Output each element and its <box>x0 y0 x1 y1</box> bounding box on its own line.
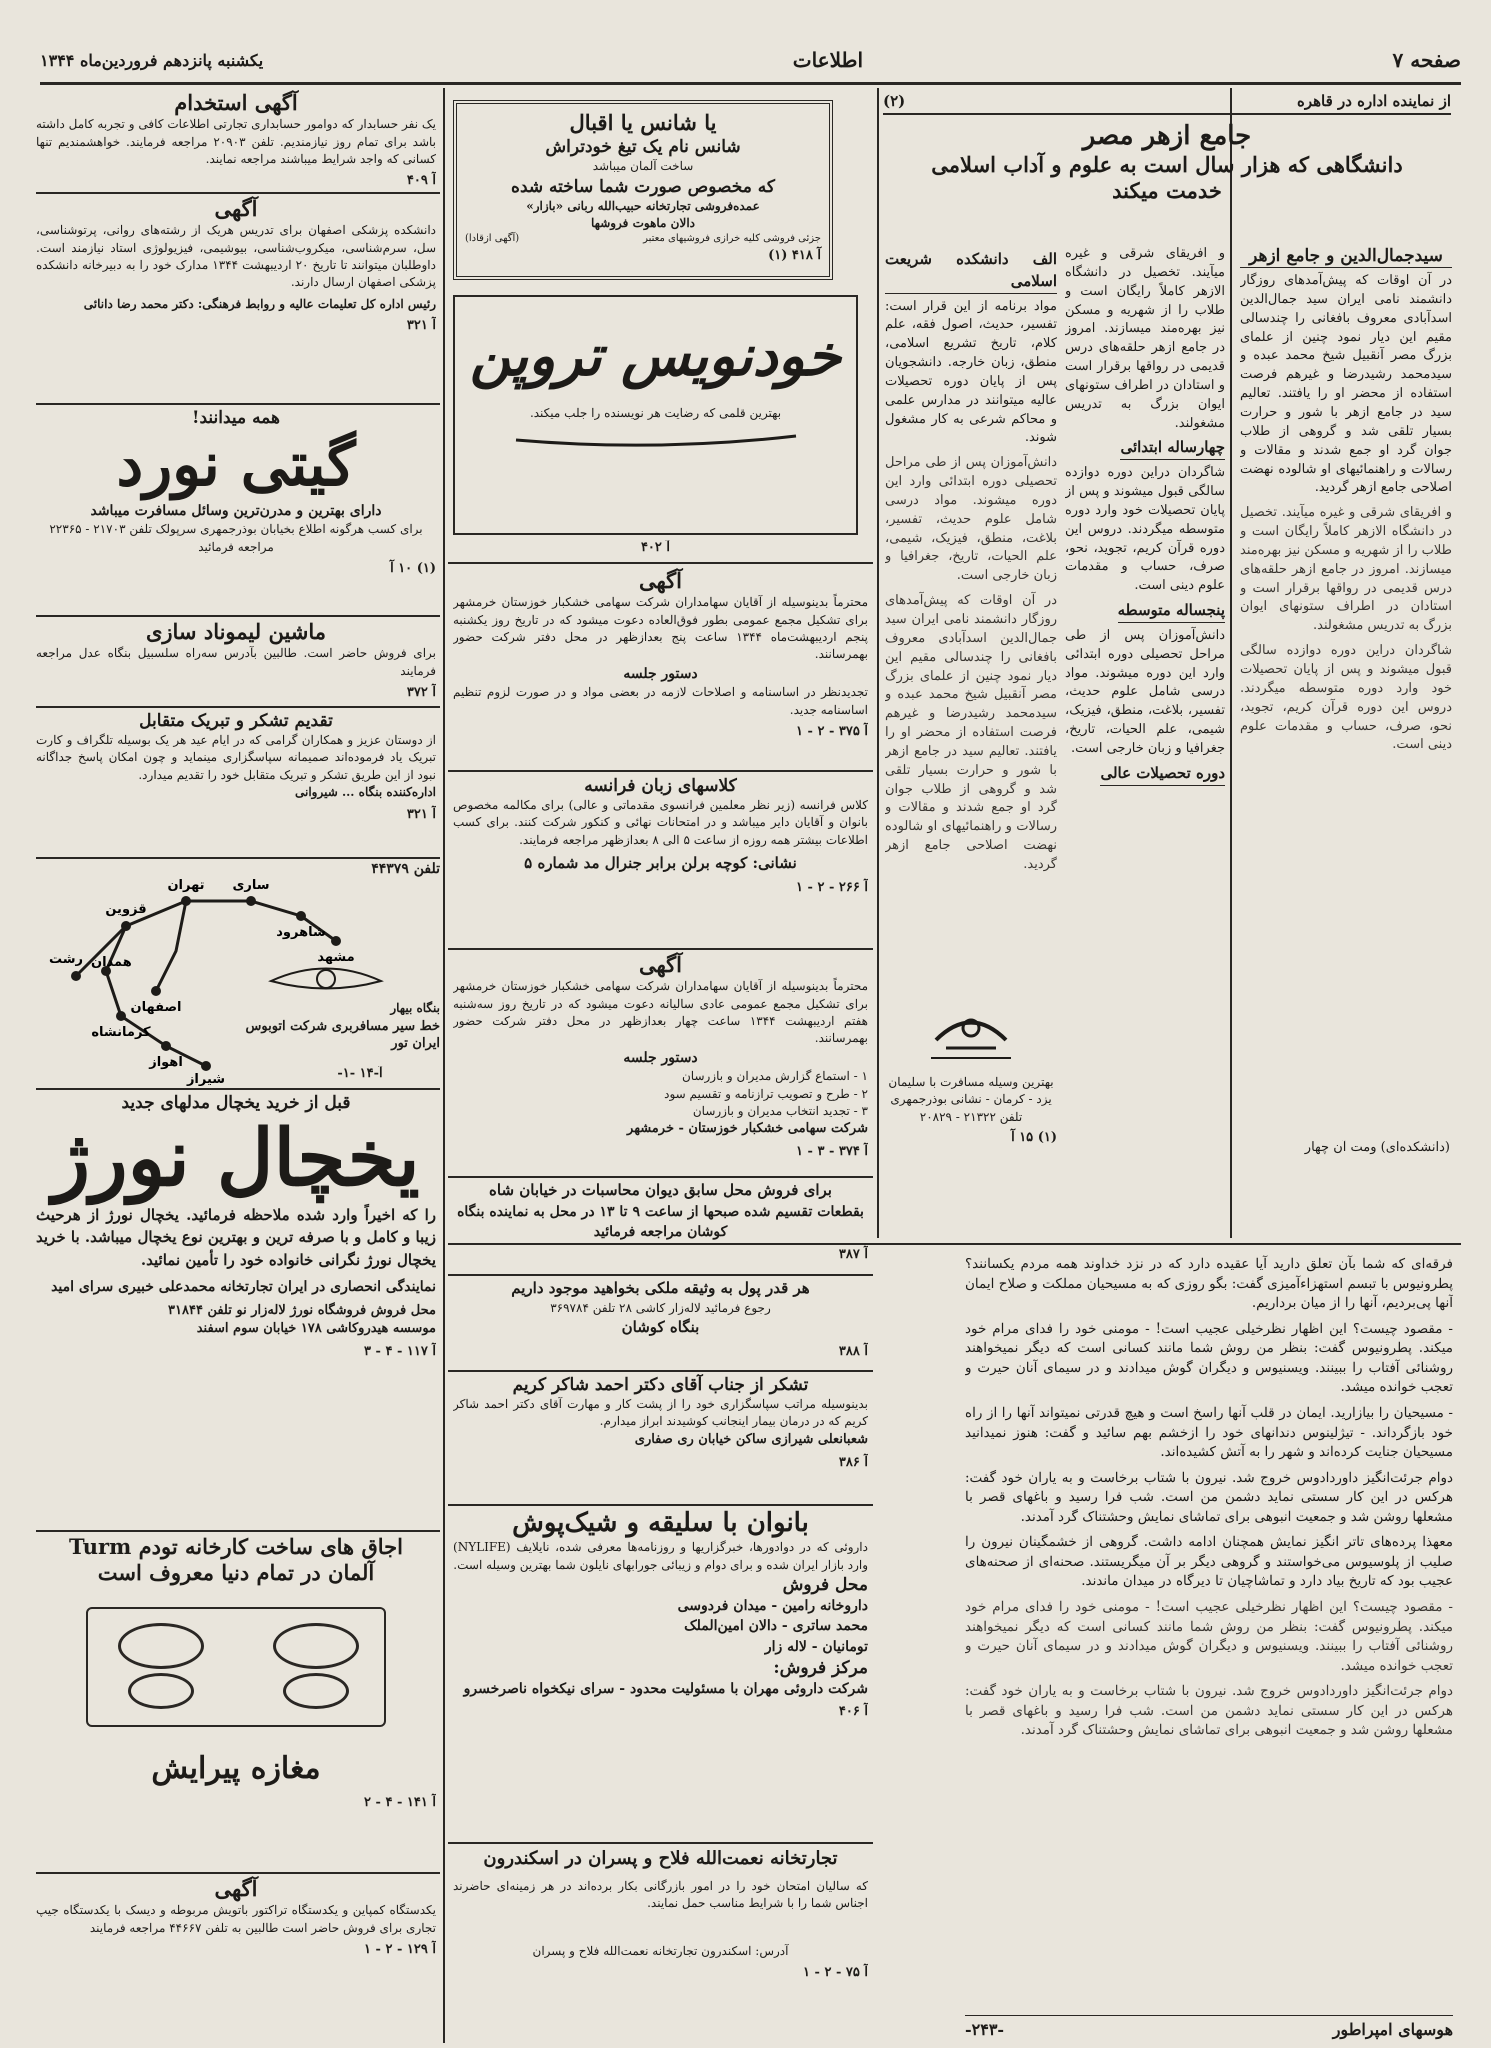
employment-ad-body: یک نفر حسابدار که دوامور حسابداری تجارتی اطلاعات کافی و تجربه کامل داشته باشد برای تمام روز نیازمندیم. تلفن ۲۰۹۰۳ مراجعه فرمایند. خواهشمندیم تنها کسانی که واجد شرایط میباشند مراجعه نمایند. <box>36 117 436 167</box>
thanks-ad <box>36 710 436 855</box>
ad-code: آ ۳۸۷ <box>838 1247 868 1263</box>
map-city-label: کرمانشاه <box>91 1025 151 1040</box>
stove-store: مغازه پیرایش <box>151 1750 321 1786</box>
article-paragraph: شاگردان دراین دوره دوازده سالگی قبول میشوند و پس از پایان تحصیلات خود وارد دوره متوسطه میگردند. دروس این دوره قرآن کریم، تجوید، نحو، صرف، حساب و مقدمات علوم دینی است. <box>1240 643 1452 753</box>
machinery-sale-ad <box>36 1876 436 2041</box>
ad-code: آ ۱۴۱ - ۴ - ۲ <box>364 1795 436 1810</box>
header-rule <box>40 82 1461 85</box>
loan-ad-agency: بنگاه کوشان <box>621 1318 700 1337</box>
property-sale-ad <box>453 1180 868 1275</box>
razor-ad-line: جزئی فروشی کلیه خرازی فروشیهای معتبر <box>643 232 821 244</box>
notice-title: آگهی <box>638 568 682 593</box>
ad-code: آ ۴۰۲ <box>640 540 671 555</box>
razor-ad-title: یا شانس یا اقبال <box>569 110 717 135</box>
ad-divider <box>36 1530 440 1532</box>
issue-date: یکشنبه پانزدهم فروردین‌ماه ۱۳۴۴ <box>40 50 264 70</box>
thanks-sign: اداره‌کننده بنگاه ... شیروانی <box>295 785 436 800</box>
article-subtitle: دانشگاهی که هزار سال است به علوم و آداب اسلامی خدمت میکند <box>931 152 1403 204</box>
isfahan-ad-body: دانشکده پزشکی اصفهان برای تدریس هریک از رشته‌های روانی، پرتوشناسی، سل، سرم‌شناسی، میکروب‌شناسی، بیوشیمی، فیزیولوژی استاد نیازمند است. داوطلبان میتوانند تا تاریخ ۲۰ اردیبهشت ۱۳۴۴ مدارک خود را به دبیرخانه دانشکده پزشکی اصفهان ارسال دارند. <box>36 223 436 290</box>
side-title: سیدجمال‌الدین و جامع ازهر <box>1240 245 1452 268</box>
sales-point: تومانیان - لاله زار <box>764 1638 868 1655</box>
article-paragraph: در آن اوقات که پیش‌آمدهای روزگار دانشمند نامی ایران سید جمال‌الدین اسدآبادی معروف بافغانی را چندسالی مقیم این دیار نمود چنین از علمای بزرگ مصر آنقبیل شیخ محمد عبده و سیدمحمد رشیدرضا و غیرهم فرصت استفاده از محضر او را یافتند. تعالیم سید در جامع ازهر با شور و حرارت بسیار تلقی شد و گروهی از طلاب جوان گرد او جمع شدند و مقالات و رسالات و راهنمائیهای او شالوده نهضت اصلاحی جامع ازهر گردید. <box>1240 273 1452 496</box>
route-phone: تلفن ۴۴۳۷۹ <box>371 861 440 877</box>
ad-divider <box>36 1872 440 1874</box>
agenda-item: ۳ - تجدید انتخاب مدیران و بازرسان <box>692 1103 868 1118</box>
nylife-ad-body: داروئی که در دوادورها، خبرگزاریها و روزنامه‌ها معرفی شده، نایلایف (NYLIFE) وارد بازار ایران شده و برای دوام و زیبائی جورابهای نایلون شما بهترین وسیله است. <box>453 1540 868 1572</box>
fridge-store2: موسسه هیدروکاشی ۱۷۸ خیابان سوم اسفند <box>196 1321 436 1337</box>
ad-code: آ ۴۰۶ <box>838 1704 868 1720</box>
story-paragraph: دوام جرئت‌انگیز داوردادوس خروج شد. نیرون با شتاب برخاست و به یاران خود گفت: هرکس در این کار سستی نماید دشمن من است. شب فرا رسید و باغهای قصر با مشعلها روشن شد و جمعیت انبوهی برای تماشای نمایش وحشتناک گرد آمدند. <box>965 1469 1453 1525</box>
fridge-body: را که اخیراً وارد شده ملاحظه فرمائید. یخچال نورژ از هرحیث زیبا و کامل و با صرفه ترین و بهترین نوع یخچال میباشد. با خرید یخچال نورژ نگرانی خانواده خود را تأمین نمائید. <box>36 1205 436 1269</box>
center-address: شرکت داروئی مهران با مسئولیت محدود - سرای نیکخواه ناصرخسرو <box>463 1681 868 1698</box>
article-paragraph: دانش‌آموزان پس از طی مراحل تحصیلی دوره ابتدائی وارد این دوره میشوند. مواد درسی شامل علوم حدیث، تفسیر، بلاغت، منطق، فیزیک، شیمی، علم الحیات، تاریخ، جغرافیا و زبان خارجی است. <box>885 455 1057 584</box>
ad-code: آ ۳۷۵ - ۲ - ۱ <box>796 723 868 739</box>
stove-ad-subtitle: آلمان در تمام دنیا معروف است <box>97 1560 375 1586</box>
employment-ad <box>36 90 436 190</box>
giti-navard-ad <box>36 407 436 612</box>
azhar-column-right <box>1240 245 1452 1235</box>
notice-sign: شرکت سهامی خشکبار خوزستان - خرمشهر <box>627 1121 868 1137</box>
ad-code: آ ۴۰۹ <box>406 173 436 189</box>
article-paragraph: مواد برنامه از این قرار است: تفسیر، حدیث، اصول فقه، علم کلام، تاریخ تشریع اسلامی، منطق، زبان خارجه. دانشجویان پس از پایان دوره تحصیلات عالیه میتوانند در مدارس علمی و محاکم شرعی به کار مشغول شوند. <box>885 298 1057 446</box>
article-paragraph: در آن اوقات که پیش‌آمدهای روزگار دانشمند نامی ایران سید جمال‌الدین اسدآبادی معروف بافغانی را چندسالی مقیم این دیار نمود چنین از علمای بزرگ مصر آنقبیل شیخ محمد عبده و سیدمحمد رشیدرضا و غیرهم فرصت استفاده از محضر او را یافتند. تعالیم سید در جامع ازهر با شور و حرارت بسیار تلقی شد و گروهی از طلاب جوان گرد او جمع شدند و مقالات و رسالات و راهنمائیهای او شالوده نهضت اصلاحی جامع ازهر گردید. <box>885 593 1057 872</box>
razor-ad-line: دالان ماهوت فروشها <box>591 216 695 231</box>
map-city-label: همدان <box>91 955 132 970</box>
ad-divider <box>448 1842 873 1844</box>
sales-point: محمد ساتری - دالان امین‌الملک <box>684 1618 868 1635</box>
article-paragraph: و افریقای شرقی و غیره میآیند. تخصیل در دانشگاه الازهر کاملاً رایگان است و طلاب را از شهریه و مسکن نیز بهره‌مند میسازند. امروز در جامع ازهر حلقه‌های درس قدیمی در رواقها برقرار است و استادان در اطراف ستونهای ایوان بزرگ به تدریس مشغولند. <box>1240 505 1452 634</box>
french-ad-address: نشانی: کوچه برلن برابر جنرال مد شماره ۵ <box>524 854 797 873</box>
map-city-label: قزوین <box>105 902 147 917</box>
map-city-label: مشهد <box>317 950 355 965</box>
ad-divider <box>448 1274 873 1276</box>
route-company: بنگاه بیهار <box>390 1001 440 1015</box>
masthead: اطلاعات <box>792 48 864 72</box>
story-footer <box>965 2015 1453 2043</box>
notice-body: محترماً بدینوسیله از آقایان سهامداران شرکت سهامی خشکبار خوزستان خرمشهر برای تشکیل مجمع عمومی بطور فوق‌العاده دعوت میشود که در تاریخ روز یکشنبه پنجم اردیبهشت‌ماه ۱۳۴۴ ساعت پنج بعدازظهر در محل دفتر شرکت حضور بهمرسانند. <box>453 595 868 662</box>
employment-ad-title: آگهی استخدام <box>174 90 298 115</box>
ad-code: آ ۲۶۶ - ۲ - ۱ <box>796 880 868 896</box>
ad-note: (آگهی ازقادا) <box>465 232 520 244</box>
french-ad-title: کلاسهای زبان فرانسه <box>584 776 737 796</box>
ad-code: آ ۳۲۱ <box>406 318 436 334</box>
notice-body: محترماً بدینوسیله از آقایان سهامداران شرکت سهامی خشکبار خوزستان خرمشهر برای تشکیل مجمع عمومی عادی سالیانه دعوت میشود که در تاریخ روز سه‌شنبه هفتم اردیبهشت ۱۳۴۴ ساعت چهار بعدازظهر در محل دفتر شرکت حضور بهمرسانند. <box>453 979 868 1046</box>
page-label: صفحه ۷ <box>1392 48 1461 72</box>
razor-ad-line: عمده‌فروشی تجارتخانه حبیب‌الله ربانی «بازار» <box>526 198 760 213</box>
fridge-brand: یخچال نورژ <box>52 1113 420 1205</box>
map-city-label: اهواز <box>149 1055 183 1070</box>
ad-code: آ ۳۷۴ - ۳ - ۱ <box>796 1144 868 1160</box>
stove-ad-title: اجاق های ساخت کارخانه تودم Turm <box>69 1534 403 1559</box>
ad-code: آ ۳۷۲ <box>406 685 436 701</box>
giti-line: دارای بهترین و مدرن‌ترین وسائل مسافرت میباشد <box>90 503 382 520</box>
lemonade-machine-ad <box>36 619 436 704</box>
agenda-text: تجدیدنظر در اساسنامه و اصلاحات لازمه در بعضی مواد و در صورت لزوم تنظیم اساسنامه جدید. <box>453 685 868 717</box>
bus-logo-icon <box>926 1000 1016 1070</box>
article-paragraph: دانش‌آموزان پس از طی مراحل تحصیلی دوره ابتدائی وارد این دوره میشوند. مواد درسی شامل علوم حدیث، تفسیر، بلاغت، منطق، فیزیک، شیمی، علم الحیات، تاریخ، جغرافیا و زبان خارجی است. <box>1065 627 1225 756</box>
column-rule <box>877 88 879 1238</box>
stove-ad <box>36 1534 436 1869</box>
page-header <box>40 42 1461 78</box>
article-part: (۲) <box>883 92 906 110</box>
ad-code: آ ۳۸۸ <box>838 1343 868 1359</box>
falah-ad-body: که سالیان امتحان خود را در امور بازرگانی بکار برده‌اند در هر زمینه‌ای حاضرند اجناس شما را با شرایط مناسب حمل نمایند. <box>453 1879 868 1911</box>
falah-ad-title: تجارتخانه نعمت‌الله فلاح و پسران در اسکندرون <box>483 1848 838 1869</box>
map-city-label: رشت <box>48 952 84 967</box>
thanks-body: از دوستان عزیز و همکاران گرامی که در ایام عید هر یک بوسیله تلگراف و کارت تبریک یاد فرموده‌اند صمیمانه سپاسگزاری مینماید و چون امکان پاسخ جداگانه نبود از این طریق تشکر و تبریک متقابل خود را تقدیم میدارد. <box>36 733 436 782</box>
section-heading: پنجساله متوسطه <box>1118 600 1225 623</box>
bus-route-ad <box>36 861 440 1086</box>
french-ad-body: کلاس فرانسه (زیر نظر معلمین فرانسوی مقدماتی و عالی) برای مکالمه مخصوص بانوان و آقایان دایر میباشد و در امتحانات نهائی و کنکور شرکت کنند. برای کسب اطلاعات بیشتر همه روزه از ساعت ۵ الی ۸ بعدازظهر مراجعه فرمایند. <box>453 798 868 847</box>
story-title: هوسهای امپراطور <box>1332 2020 1453 2039</box>
route-slogan: خط سیر مسافربری شرکت اتوبوس ایران تور <box>245 1019 440 1051</box>
agenda-title: دستور جلسه <box>623 665 698 682</box>
ad-code: (۱) ۱۵ آ <box>1011 1130 1057 1146</box>
shareholders-notice-1 <box>453 568 868 768</box>
ad-divider <box>36 857 440 859</box>
azhar-column-middle <box>1065 245 1225 1235</box>
razor-ad <box>453 100 833 280</box>
french-classes-ad <box>453 775 868 950</box>
article-title: جامع ازهر مصر <box>1082 121 1252 151</box>
machinery-ad-title: آگهی <box>214 1876 258 1901</box>
sales-title: محل فروش <box>782 1574 868 1595</box>
pen-ad-text: بهترین قلمی که رضایت هر نویسنده را جلب میکند. <box>529 406 782 420</box>
sales-point: داروخانه رامین - میدان فردوسی <box>677 1598 868 1615</box>
ad-code: آ ۱۱۷ - ۴ - ۳ <box>364 1344 436 1360</box>
razor-ad-line: شانس نام یک تیغ خودتراش <box>545 137 741 158</box>
loan-ad-title: هر قدر پول به وثیقه ملکی بخواهید موجود داریم <box>511 1279 810 1297</box>
machinery-ad-body: یکدستگاه کمپاین و یکدستگاه تراکتور باتویش مربوطه و دیسک با یکدستگاه جیپ تجاری برای فروش حاضر است طالبین به تلفن ۴۴۶۶۷ مراجعه فرمایند <box>36 1903 436 1935</box>
agenda-title: دستور جلسه <box>623 1049 698 1066</box>
travel-ad-text: بهترین وسیله مسافرت با سلیمان یزد - کرمان - نشانی بوذرجمهری تلفن ۲۱۳۲۲ - ۲۰۸۲۹ <box>888 1075 1054 1124</box>
ad-divider <box>36 192 440 194</box>
loan-ad-body: رجوع فرمائید لاله‌زار کاشی ۲۸ تلفن ۳۶۹۷۸۴ <box>550 1300 771 1315</box>
story-paragraph: دوام جرئت‌انگیز داوردادوس خروج شد. نیرون با شتاب برخاست و به یاران خود گفت: هرکس در این کار سستی نماید دشمن من است. شب فرا رسید و باغهای قصر با مشعلها روشن شد و جمعیت انبوهی برای تماشای نمایش وحشتناک گرد آمدند. <box>965 1683 1453 1739</box>
ad-code: آ ۱۲۹ - ۲ - ۱ <box>364 1942 436 1958</box>
nylife-ad-title: بانوان با سلیقه و شیک‌پوش <box>512 1508 809 1538</box>
isfahan-ad-sign: رئیس اداره کل تعلیمات عالیه و روابط فرهنگی: دکتر محمد رضا دانائی <box>83 296 436 311</box>
falah-ad <box>453 1846 868 2041</box>
map-city-label: اصفهان <box>130 1000 182 1015</box>
isfahan-medical-ad <box>36 196 436 401</box>
ad-code: آ ۳۲۱ <box>406 806 436 822</box>
thanks-doctor-ad <box>453 1374 868 1502</box>
story-column <box>965 1255 1453 2015</box>
razor-ad-line: ساخت آلمان میباشد <box>592 159 694 174</box>
fridge-agent: نمایندگی انحصاری در ایران تجارتخانه محمدعلی خبیری سرای امید <box>51 1279 436 1296</box>
story-paragraph: معهذا پرده‌های تاتر انگیز نمایش همچنان ادامه داشت. گروهی از خشمگینان نیرون را صلیب از پلوسیوس می‌خواستند و گروهی دیگر بر آن میگریستند. صحنه‌ای از صحنه‌های عجیب بود که تاریخ بیاد دارد و تماشاچیان تا دیرگاه در میدان ماندند. <box>965 1534 1453 1590</box>
ad-divider <box>36 615 440 617</box>
map-city-label: تهران <box>167 878 205 893</box>
thanks-title: تشکر از جناب آقای دکتر احمد شاکر کریم <box>512 1375 809 1395</box>
travel-ad <box>885 1000 1057 1150</box>
ad-code: (۱) ۱۰ آ <box>390 561 436 577</box>
article-footer-note: (دانشکده‌ای) ومت آن چهار <box>1304 1140 1450 1155</box>
isfahan-ad-title: آگهی <box>214 196 258 221</box>
winged-logo-icon <box>271 969 381 989</box>
ad-code: آ ۷۵ - ۲ - ۱ <box>803 1965 868 1981</box>
giti-kicker: همه میدانند! <box>192 408 280 428</box>
story-paragraph: - مقصود چیست؟ این اظهار نظرخیلی عجیب است! - مومنی خود را فدای مرام خود میکند. پطرونیوس گفت: بنظر من روش شما مانند کسانی است که دیگر نمیخواهند روشنائی آفتاب را ببینند. ویسنیوس و دیگران گوش میدادند و در سیمای آنان حیرت و تعجب خوانده میشد. <box>965 1320 1453 1396</box>
azhar-column-left <box>885 245 1057 985</box>
ad-divider <box>36 1088 440 1090</box>
notice-title: آگهی <box>638 952 682 977</box>
story-page-number: -۲۴۳- <box>965 2020 1005 2039</box>
sale-ad-body: بقطعات تقسیم شده صبحها از ساعت ۹ تا ۱۳ در محل به نماینده بنگاه کوشان مراجعه فرمائید <box>457 1203 864 1241</box>
giti-brand: گیتی نورد <box>116 430 356 501</box>
pen-ad <box>453 295 858 535</box>
section-heading: دوره تحصیلات عالی <box>1100 763 1225 786</box>
article-paragraph: و افریقای شرقی و غیره میآیند. تخصیل در دانشگاه الازهر کاملاً رایگان است و طلاب را از شهریه و مسکن نیز بهره‌مند میسازند. امروز در جامع ازهر حلقه‌های درس قدیمی در رواقها برقرار است و استادان در اطراف ستونهای ایوان بزرگ به تدریس مشغولند. <box>1065 246 1225 431</box>
map-city-label: شاهرود <box>276 925 326 940</box>
map-city-label: شیراز <box>186 1072 226 1086</box>
fridge-store: محل فروش فروشگاه نورژ لاله‌زار نو تلفن ۳۱۸۴۴ <box>168 1302 436 1318</box>
ad-divider <box>448 1370 873 1372</box>
ad-divider <box>448 948 873 950</box>
pen-brand: خودنویس تروپن <box>469 323 842 389</box>
agenda-item: ۱ - استماع گزارش مدیران و بازرسان <box>681 1069 868 1084</box>
ad-divider <box>448 1504 873 1506</box>
loan-ad <box>453 1278 868 1368</box>
story-paragraph: فرقه‌ای که شما بآن تعلق دارید آیا عقیده دارد که در نزد خداوند همه مردم یکسانند؟ پطرونیوس با تبسم استهزاءآمیزی گفت: بگو روزی که به مسیحیان مملکت و صلاح ایمان آنها پی‌بردیم، آنها را از میان برداریم. <box>965 1256 1453 1312</box>
pen-underline-icon <box>506 430 806 450</box>
shareholders-notice-2 <box>453 952 868 1174</box>
ad-code: آ ۳۸۶ <box>838 1454 868 1470</box>
ad-divider <box>36 403 440 405</box>
article-kicker: از نماینده اداره در قاهره <box>1297 92 1451 110</box>
falah-ad-address: آدرس: اسکندرون تجارتخانه نعمت‌الله فلاح و پسران <box>532 1943 789 1958</box>
ad-divider <box>448 562 873 564</box>
ad-divider <box>448 1176 873 1178</box>
column-rule <box>443 88 445 2043</box>
stove-body-icon <box>86 1607 386 1727</box>
section-heading: چهارساله ابتدائی <box>1120 437 1225 460</box>
agenda-item: ۲ - طرح و تصویب ترازنامه و تقسیم سود <box>664 1086 868 1101</box>
story-paragraph: - مسیحیان را بیازارید. ایمان در قلب آنها راسخ است و هیچ قدرتی نمیتواند آنها را از راه خود بازگرداند. - تیژلینوس دندانهای خود را ازخشم بهم سائید و گفت: هنوز نمیدانید مسیحیان جنایت کرده‌اند و شهر را به آتش کشیده‌اند. <box>965 1404 1453 1461</box>
stove-illustration <box>86 1597 386 1747</box>
razor-ad-line: که مخصوص صورت شما ساخته شده <box>511 176 775 197</box>
lemonade-ad-title: ماشین لیموناد سازی <box>145 619 327 644</box>
fridge-kicker: قبل از خرید یخچال مدلهای جدید <box>121 1093 351 1113</box>
center-title: مرکز فروش: <box>773 1657 868 1678</box>
giti-line: برای کسب هرگونه اطلاع بخیابان بوذرجمهری سرپولک تلفن ۲۱۷۰۳ - ۲۲۳۶۵ مراجعه فرمائید <box>49 522 423 554</box>
map-city-label: ساری <box>232 878 270 893</box>
ad-divider <box>36 706 440 708</box>
story-paragraph: - مقصود چیست؟ این اظهار نظرخیلی عجیب است! - مومنی خود را فدای مرام خود میکند. پطرونیوس گفت: بنظر من روش شما مانند کسانی است که دیگر نمیخواهند روشنائی آفتاب را ببینند. ویسنیوس و دیگران گوش میدادند و در سیمای آنان حیرت و تعجب خوانده میشد. <box>965 1599 1453 1674</box>
thanks-body: بدینوسیله مراتب سپاسگزاری خود را از پشت کار و مهارت آقای دکتر احمد شاکر کریم که در درمان بیمار اینجانب کوشیدند ابراز میدارم. <box>453 1397 868 1429</box>
article-paragraph: شاگردان دراین دوره دوازده سالگی قبول میشوند و پس از پایان تحصیلات خود وارد دوره متوسطه میگردند. دروس این دوره قرآن کریم، تجوید، نحو، صرف، حساب و مقدمات علوم دینی است. <box>1065 465 1225 594</box>
lemonade-ad-body: برای فروش حاضر است. طالبین بآدرس سه‌راه سلسبیل بنگاه عدل مراجعه فرمایند <box>36 646 436 678</box>
thanks-title: تقدیم تشکر و تبریک متقابل <box>139 711 333 731</box>
sale-ad-title: برای فروش محل سابق دیوان محاسبات در خیابان شاه <box>489 1181 832 1199</box>
thanks-sign: شعبانعلی شیرازی ساکن خیابان ری صفاری <box>634 1431 868 1447</box>
ad-divider <box>448 770 873 772</box>
nylife-ad <box>453 1508 868 1840</box>
section-heading: الف دانشکده شریعت اسلامی <box>885 249 1057 294</box>
ad-code: آ-۱۴ -۱- <box>337 1066 383 1081</box>
ad-code: آ ۴۱۸ (۱) <box>768 247 821 263</box>
fridge-ad <box>36 1092 436 1527</box>
